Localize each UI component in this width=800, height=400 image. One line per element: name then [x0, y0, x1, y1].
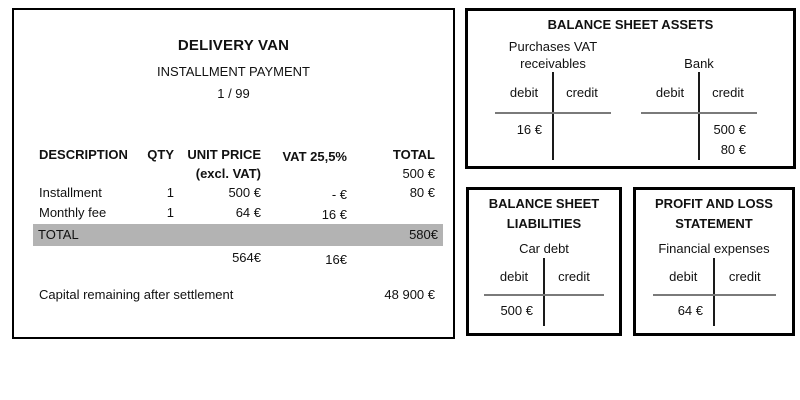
debit-label: debit: [669, 268, 698, 284]
credit-label: credit: [728, 268, 761, 284]
cell-unit-price: 64 €: [235, 205, 261, 220]
pnl-title: PROFIT AND LOSS STATEMENT: [655, 196, 773, 231]
debit-entry: 500 €: [500, 303, 533, 318]
t-account-horizontal-line: [653, 294, 776, 296]
credit-entry: 500 €: [713, 122, 746, 137]
header-qty: QTY: [147, 147, 174, 162]
cell-total: [347, 203, 435, 223]
header-unit-price-note: (excl. VAT): [195, 166, 261, 181]
cell-vat: 16 €: [321, 207, 347, 222]
cell-qty: 1: [166, 205, 174, 220]
t-account-horizontal-line: [641, 112, 757, 114]
total-value: 580€: [409, 227, 438, 242]
debit-entries: [641, 120, 699, 160]
invoice-table: [38, 145, 438, 268]
debit-label: debit: [655, 84, 685, 100]
header-vat: VAT 25,5%: [282, 149, 347, 164]
account-name: Financial expenses: [658, 241, 770, 256]
balance-sheet-assets-panel: [465, 8, 796, 169]
t-account-vertical-line: [713, 258, 715, 326]
debit-entry: 64 €: [677, 303, 703, 318]
cell-description: Installment: [39, 185, 102, 200]
invoice-page-number: 1 / 99: [217, 86, 250, 101]
subtotal-vat: 16€: [325, 252, 347, 267]
account-name: Bank: [684, 56, 714, 71]
total-label: TOTAL: [38, 227, 79, 242]
table-header-row: [39, 145, 435, 164]
cell-total: 80 €: [409, 185, 435, 200]
assets-title: BALANCE SHEET ASSETS: [547, 17, 714, 32]
credit-entry: 80 €: [720, 142, 746, 157]
invoice-subtitle: INSTALLMENT PAYMENT: [157, 64, 310, 79]
capital-remaining-value: 48 900 €: [384, 287, 435, 302]
invoice-panel: [12, 8, 455, 339]
credit-entries: [714, 301, 776, 321]
table-row: [39, 183, 435, 203]
debit-entries: [653, 301, 715, 321]
debit-label: debit: [499, 268, 529, 284]
liabilities-title: BALANCE SHEET LIABILITIES: [488, 196, 600, 231]
header-description: DESCRIPTION: [39, 147, 128, 162]
assets-accounts: [468, 38, 793, 160]
t-account-car-debt: [469, 240, 619, 326]
credit-entries: [699, 120, 757, 160]
debit-label: debit: [509, 84, 539, 100]
header-unit-price: UNIT PRICE: [187, 147, 261, 162]
cell-unit-price: 500 €: [228, 185, 261, 200]
t-account-vertical-line: [552, 72, 554, 160]
cell-description: Monthly fee: [39, 205, 107, 220]
subtotal-row: [39, 248, 435, 268]
subtotal-unit-price: 564€: [232, 250, 261, 265]
debit-entry: 16 €: [516, 122, 542, 137]
credit-entries: [553, 120, 611, 140]
invoice-title: DELIVERY VAN: [177, 37, 290, 54]
credit-entries: [544, 301, 604, 321]
debit-entries: [484, 301, 544, 321]
balance-sheet-liabilities-panel: [466, 187, 622, 336]
t-account-purchases-vat-receivables: [495, 38, 611, 160]
t-account-financial-expenses: [636, 240, 792, 326]
cell-vat: - €: [331, 187, 347, 202]
invoice-total-row: [33, 224, 443, 246]
credit-label: credit: [558, 268, 590, 284]
credit-label: credit: [712, 84, 744, 100]
t-account-bank: [641, 38, 757, 160]
account-name: Purchases VAT receivables: [508, 39, 598, 71]
cell-qty: 1: [166, 185, 174, 200]
profit-and-loss-panel: [633, 187, 795, 336]
account-name: Car debt: [519, 241, 569, 256]
debit-entries: [495, 120, 553, 140]
t-account-horizontal-line: [495, 112, 611, 114]
capital-remaining-row: [39, 286, 435, 303]
header-total: TOTAL: [392, 147, 435, 162]
t-account-horizontal-line: [484, 294, 604, 296]
t-account-vertical-line: [698, 72, 700, 160]
table-row: [39, 203, 435, 223]
t-account-vertical-line: [543, 258, 545, 326]
credit-label: credit: [566, 84, 598, 100]
table-header-row-2: [39, 164, 435, 183]
invoice-header: [14, 36, 453, 102]
total-column-first-value: 500 €: [402, 166, 435, 181]
capital-remaining-label: Capital remaining after settlement: [39, 287, 234, 302]
